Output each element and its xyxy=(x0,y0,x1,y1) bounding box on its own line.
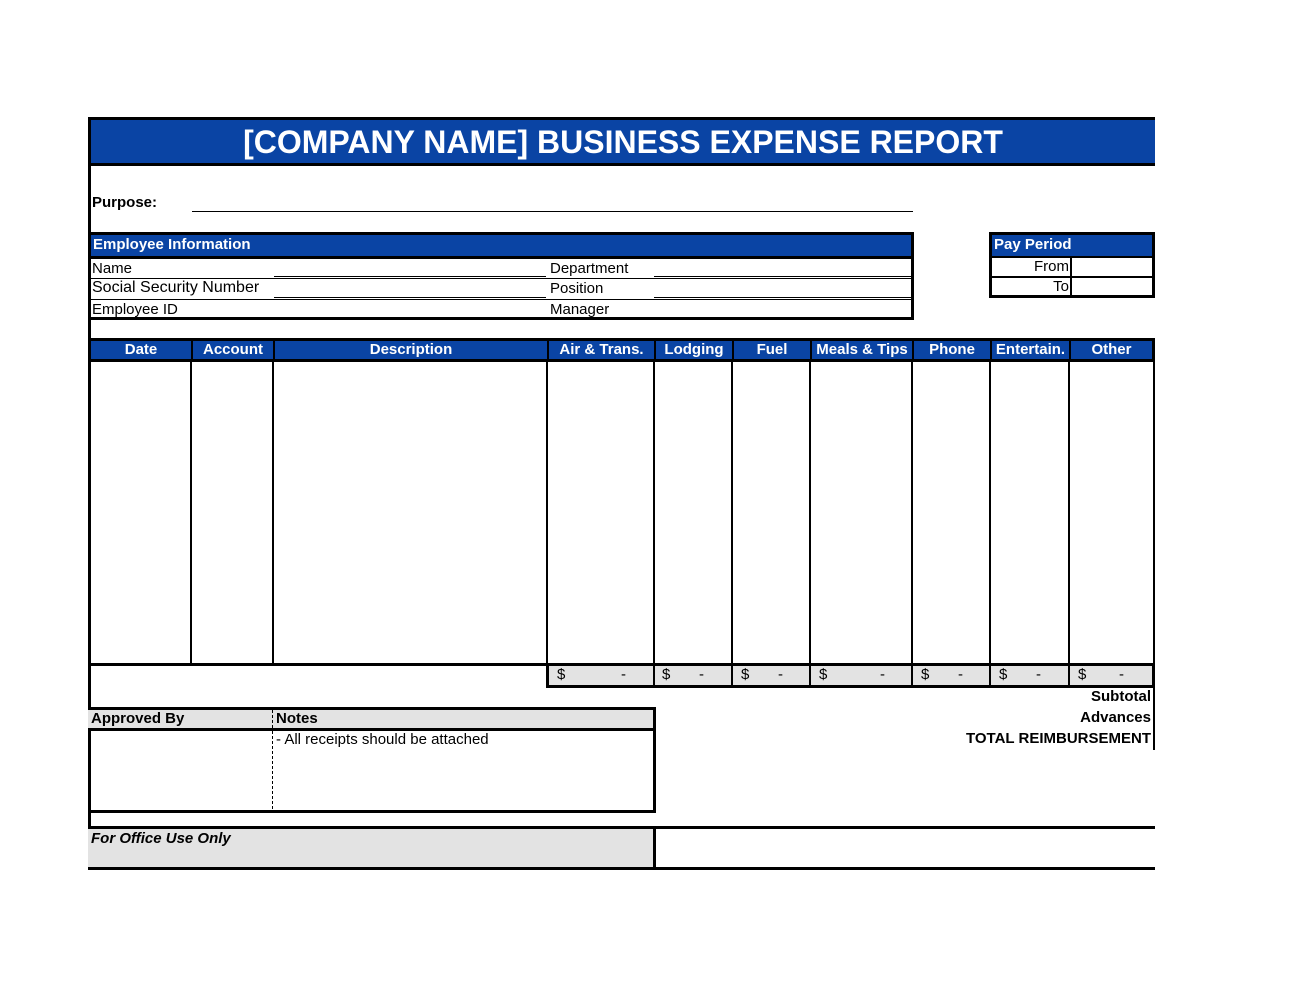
column-divider xyxy=(546,362,548,664)
total-meals-tips: - xyxy=(880,666,885,683)
purpose-label: Purpose: xyxy=(92,194,158,211)
total-phone: - xyxy=(958,666,963,683)
expense-table-body[interactable] xyxy=(88,362,1155,664)
name-label: Name xyxy=(92,260,133,277)
total-currency: $ xyxy=(662,666,671,683)
office-use-field[interactable] xyxy=(656,826,1155,870)
column-header-entertain: Entertain. xyxy=(995,341,1066,358)
divider xyxy=(731,666,733,685)
department-label: Department xyxy=(550,260,629,277)
report-title: [COMPANY NAME] BUSINESS EXPENSE REPORT xyxy=(88,117,1155,166)
column-header-lodging: Lodging xyxy=(664,341,724,358)
employee-info-header: Employee Information xyxy=(91,235,911,256)
total-lodging: - xyxy=(699,666,704,683)
notes-input[interactable]: - All receipts should be attached xyxy=(276,731,489,748)
divider xyxy=(911,666,913,685)
column-divider xyxy=(190,362,192,664)
total-reimbursement-label: TOTAL REIMBURSEMENT xyxy=(965,730,1151,747)
table-right-border xyxy=(1153,362,1155,664)
column-divider xyxy=(653,362,655,664)
pay-period-header: Pay Period xyxy=(992,235,1152,256)
name-input[interactable] xyxy=(274,276,546,277)
divider xyxy=(272,731,273,809)
approved-by-input[interactable] xyxy=(91,731,271,809)
from-label: From xyxy=(1034,258,1069,275)
column-header-meals-tips: Meals & Tips xyxy=(816,341,908,358)
to-label: To xyxy=(1053,278,1069,295)
column-header-phone: Phone xyxy=(929,341,975,358)
divider xyxy=(653,666,655,685)
total-currency: $ xyxy=(1078,666,1087,683)
column-header-other: Other xyxy=(1091,341,1132,358)
column-divider xyxy=(1068,362,1070,664)
divider xyxy=(989,666,991,685)
subtotal-label: Subtotal xyxy=(1091,688,1151,705)
column-header-air-trans: Air & Trans. xyxy=(559,341,644,358)
employee-info-section xyxy=(88,232,914,320)
column-divider xyxy=(911,362,913,664)
to-input[interactable] xyxy=(1072,278,1152,296)
ssn-input[interactable] xyxy=(274,297,546,298)
column-divider xyxy=(809,362,811,664)
summary-right-border xyxy=(1153,688,1155,750)
position-label: Position xyxy=(550,280,604,297)
approval-header xyxy=(88,707,656,731)
column-header-date: Date xyxy=(124,341,158,358)
column-header-account: Account xyxy=(203,341,263,358)
column-header-description: Description xyxy=(369,341,453,358)
approved-by-label: Approved By xyxy=(91,710,185,727)
column-divider xyxy=(272,362,274,664)
column-header-fuel: Fuel xyxy=(756,341,788,358)
department-input[interactable] xyxy=(654,276,911,277)
total-fuel: - xyxy=(778,666,783,683)
employee-id-label: Employee ID xyxy=(92,301,178,318)
ssn-label: Social Security Number xyxy=(92,279,260,296)
total-currency: $ xyxy=(819,666,828,683)
total-entertain: - xyxy=(1036,666,1041,683)
divider xyxy=(809,666,811,685)
column-divider xyxy=(989,362,991,664)
approval-body xyxy=(88,731,656,813)
total-air-trans: - xyxy=(621,666,626,683)
divider xyxy=(272,710,273,728)
column-divider xyxy=(731,362,733,664)
manager-label: Manager xyxy=(550,301,610,318)
pay-period-section xyxy=(989,232,1155,298)
total-other: - xyxy=(1119,666,1124,683)
total-currency: $ xyxy=(557,666,566,683)
office-use-section xyxy=(88,826,656,870)
manager-input[interactable] xyxy=(654,300,911,318)
divider xyxy=(1068,666,1070,685)
total-currency: $ xyxy=(921,666,930,683)
from-input[interactable] xyxy=(1072,258,1152,277)
total-currency: $ xyxy=(741,666,750,683)
office-use-label: For Office Use Only xyxy=(91,830,231,847)
total-currency: $ xyxy=(999,666,1008,683)
employee-id-input[interactable] xyxy=(274,300,546,318)
advances-label: Advances xyxy=(1080,709,1151,726)
expense-table-header xyxy=(88,338,1155,362)
notes-label: Notes xyxy=(276,710,318,727)
purpose-input[interactable] xyxy=(192,211,913,212)
position-input[interactable] xyxy=(654,297,911,298)
totals-row xyxy=(546,666,1155,688)
